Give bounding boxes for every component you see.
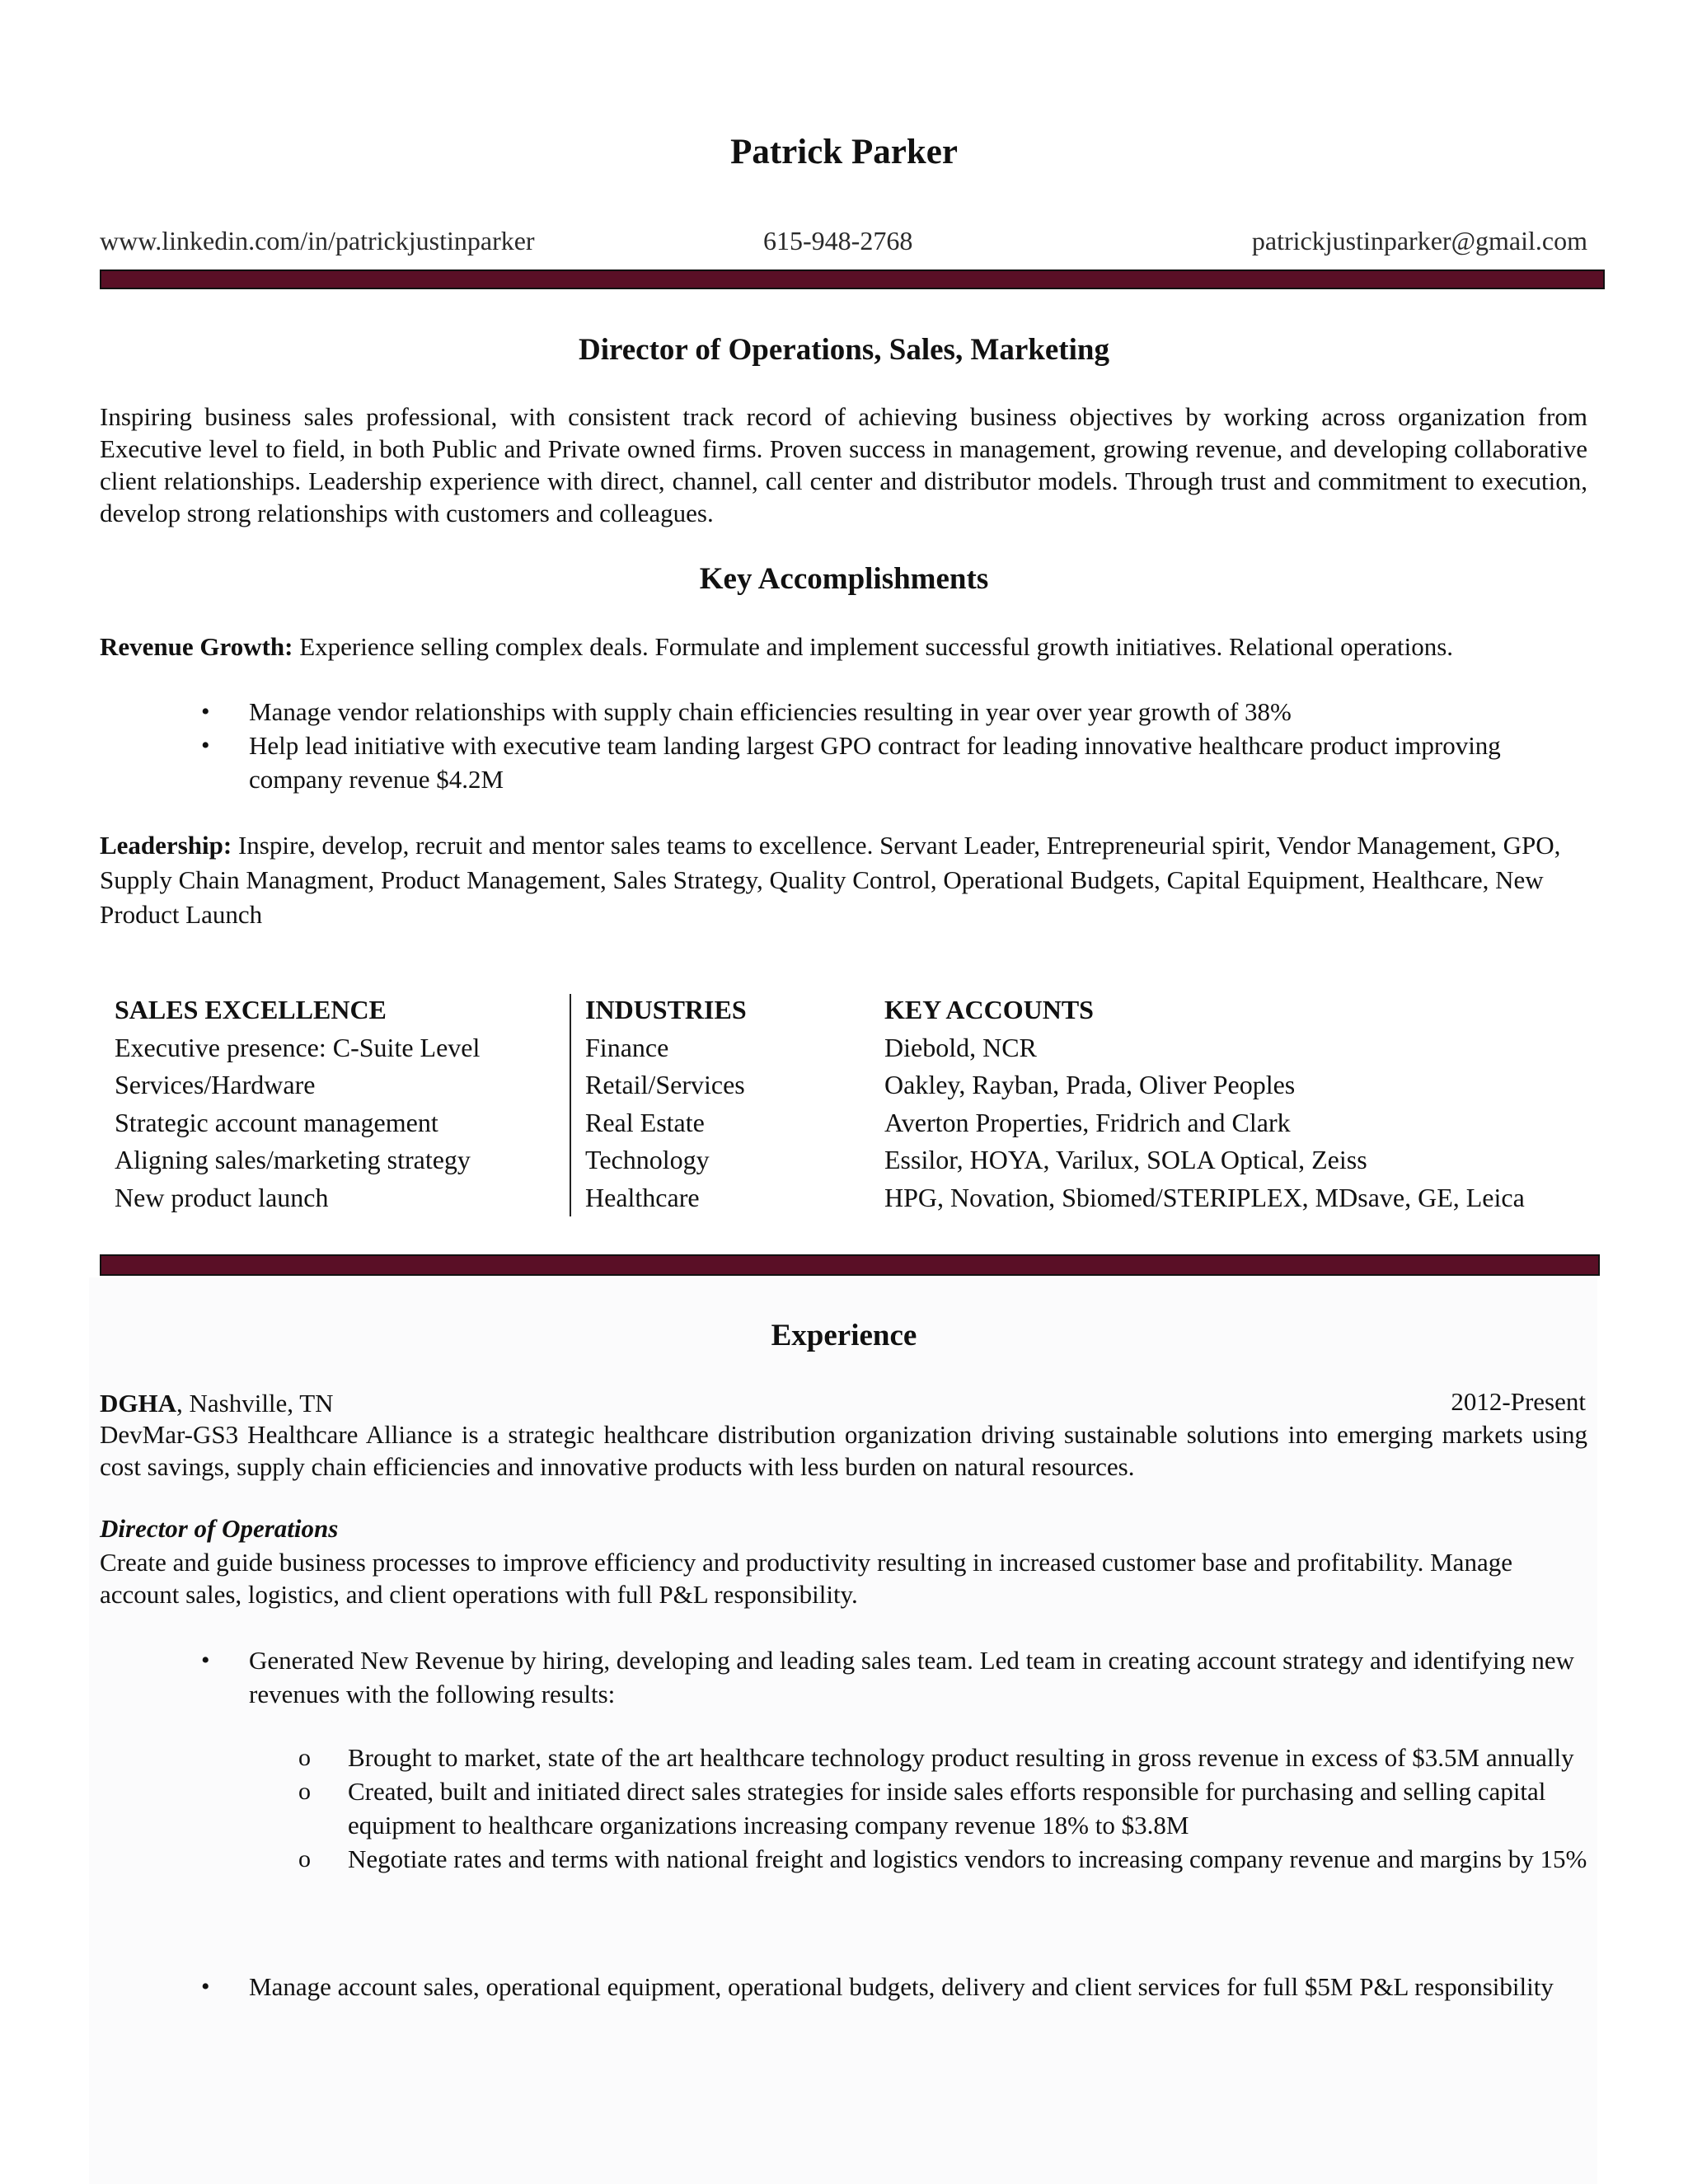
company-description-text: DevMar-GS3 Healthcare Alliance is a strategic healthcare distribution organization driving sustainable solutions into emerging markets using cost savings, supply chain efficiencies and innovative products with less burden on natural resources. <box>100 1420 1587 1481</box>
experience-bullet-list-2 <box>201 1970 1584 2004</box>
list-item: Finance <box>585 1032 669 1062</box>
sales-excellence-column <box>115 991 560 1216</box>
bullet-text: Generated New Revenue by hiring, developing and leading sales team. Led team in creating account strategy and identifying new revenues with the following results: <box>249 1646 1574 1708</box>
bullet-text: Manage vendor relationships with supply chain efficiencies resulting in year over year growth of 38% <box>249 697 1292 726</box>
list-item <box>298 1842 1601 1876</box>
leadership-text: Inspire, develop, recruit and mentor sales teams to excellence. Servant Leader, Entrepreneurial spirit, Vendor Management, GPO, Supply Chain Managment, Product Management, Sales Strategy, Quality Control, Operational Budgets, Capital Equipment, Healthcare, New Product Launch <box>100 831 1561 929</box>
industries-column <box>585 991 865 1216</box>
company-line <box>100 1387 334 1419</box>
list-item: Averton Properties, Fridrich and Clark <box>884 1107 1291 1137</box>
revenue-growth-label: Revenue Growth: <box>100 632 293 661</box>
revenue-bullet-list <box>201 695 1576 796</box>
list-item <box>298 1741 1601 1774</box>
list-item: Aligning sales/marketing strategy <box>115 1145 471 1174</box>
list-item: Essilor, HOYA, Varilux, SOLA Optical, Zeiss <box>884 1145 1367 1174</box>
key-accounts-column <box>884 991 1610 1216</box>
company-name: DGHA <box>100 1389 176 1418</box>
section-divider <box>100 1254 1600 1276</box>
list-item <box>201 695 1576 729</box>
accomplishments-title: Key Accomplishments <box>699 562 989 596</box>
sub-bullet-text: Negotiate rates and terms with national freight and logistics vendors to increasing company revenue and margins by 15% <box>348 1844 1587 1873</box>
list-item <box>201 1970 1584 2004</box>
role-title: Director of Operations <box>100 1514 339 1543</box>
company-description <box>100 1418 1587 1483</box>
sub-bullet-icon: o <box>298 1845 311 1872</box>
list-item <box>201 1643 1584 1711</box>
list-item: Diebold, NCR <box>884 1032 1037 1062</box>
leadership-line <box>100 828 1587 932</box>
list-item: Oakley, Rayban, Prada, Oliver Peoples <box>884 1070 1296 1099</box>
list-item: New product launch <box>115 1182 329 1212</box>
revenue-growth-text: Experience selling complex deals. Formulate and implement successful growth initiatives. Relational operations. <box>293 632 1454 661</box>
list-item: Healthcare <box>585 1182 700 1212</box>
sub-bullet-text: Brought to market, state of the art healthcare technology product resulting in gross revenue in excess of $3.5M annually <box>348 1743 1574 1772</box>
phone-number: 615-948-2768 <box>763 226 913 255</box>
leadership-label: Leadership: <box>100 831 232 860</box>
column-divider <box>570 994 571 1216</box>
experience-title: Experience <box>771 1319 917 1352</box>
sub-bullet-text: Created, built and initiated direct sales strategies for inside sales efforts responsible for purchasing and selling capital equipment to healthcare organizations increasing company revenue 18% to $3.8M <box>348 1777 1546 1840</box>
list-item: HPG, Novation, Sbiomed/STERIPLEX, MDsave, GE, Leica <box>884 1182 1525 1212</box>
industries-heading: INDUSTRIES <box>585 995 747 1024</box>
sub-bullet-icon: o <box>298 1778 311 1805</box>
list-item: Services/Hardware <box>115 1070 316 1099</box>
sales-excellence-heading: SALES EXCELLENCE <box>115 995 387 1024</box>
experience-bullet-list <box>201 1643 1584 1711</box>
list-item: Executive presence: C-Suite Level <box>115 1032 481 1062</box>
summary-title: Director of Operations, Sales, Marketing <box>579 333 1109 367</box>
linkedin-url[interactable]: www.linkedin.com/in/patrickjustinparker <box>100 226 535 255</box>
header-divider <box>100 269 1605 289</box>
summary-paragraph: Inspiring business sales professional, with consistent track record of achieving business objectives by working across organization from Executive level to field, in both Public and Private owned firms. Proven success in management, growing revenue, and developing collaborative client relationships. Leadership experience with direct, channel, call center and distributor models. Through trust and commitment to execution, develop strong relationships with customers and colleagues. <box>100 402 1587 527</box>
bullet-text: Help lead initiative with executive team landing largest GPO contract for leading innovative healthcare product improving company revenue $4.2M <box>249 731 1501 794</box>
list-item <box>201 729 1576 796</box>
revenue-growth-line <box>100 630 1453 663</box>
list-item: Technology <box>585 1145 710 1174</box>
role-description <box>100 1546 1587 1610</box>
role-description-text: Create and guide business processes to improve efficiency and productivity resulting in increased customer base and profitability. Manage account sales, logistics, and client operations with full P&L responsibility. <box>100 1548 1512 1609</box>
bullet-icon: • <box>201 1647 210 1674</box>
bullet-icon: • <box>201 1973 210 2000</box>
list-item: Real Estate <box>585 1107 705 1137</box>
company-location: , Nashville, TN <box>176 1389 334 1418</box>
email-address[interactable]: patrickjustinparker@gmail.com <box>1251 226 1587 255</box>
key-accounts-heading: KEY ACCOUNTS <box>884 995 1094 1024</box>
bullet-text: Manage account sales, operational equipment, operational budgets, delivery and client services for full $5M P&L responsibility <box>249 1972 1554 2001</box>
list-item <box>298 1774 1601 1842</box>
employment-years: 2012-Present <box>1451 1387 1586 1416</box>
list-item: Strategic account management <box>115 1107 438 1137</box>
experience-sub-bullet-list <box>298 1741 1601 1876</box>
candidate-name: Patrick Parker <box>730 133 958 171</box>
bullet-icon: • <box>201 698 210 725</box>
list-item: Retail/Services <box>585 1070 745 1099</box>
sub-bullet-icon: o <box>298 1744 311 1771</box>
summary-text <box>100 401 1587 529</box>
bullet-icon: • <box>201 732 210 759</box>
